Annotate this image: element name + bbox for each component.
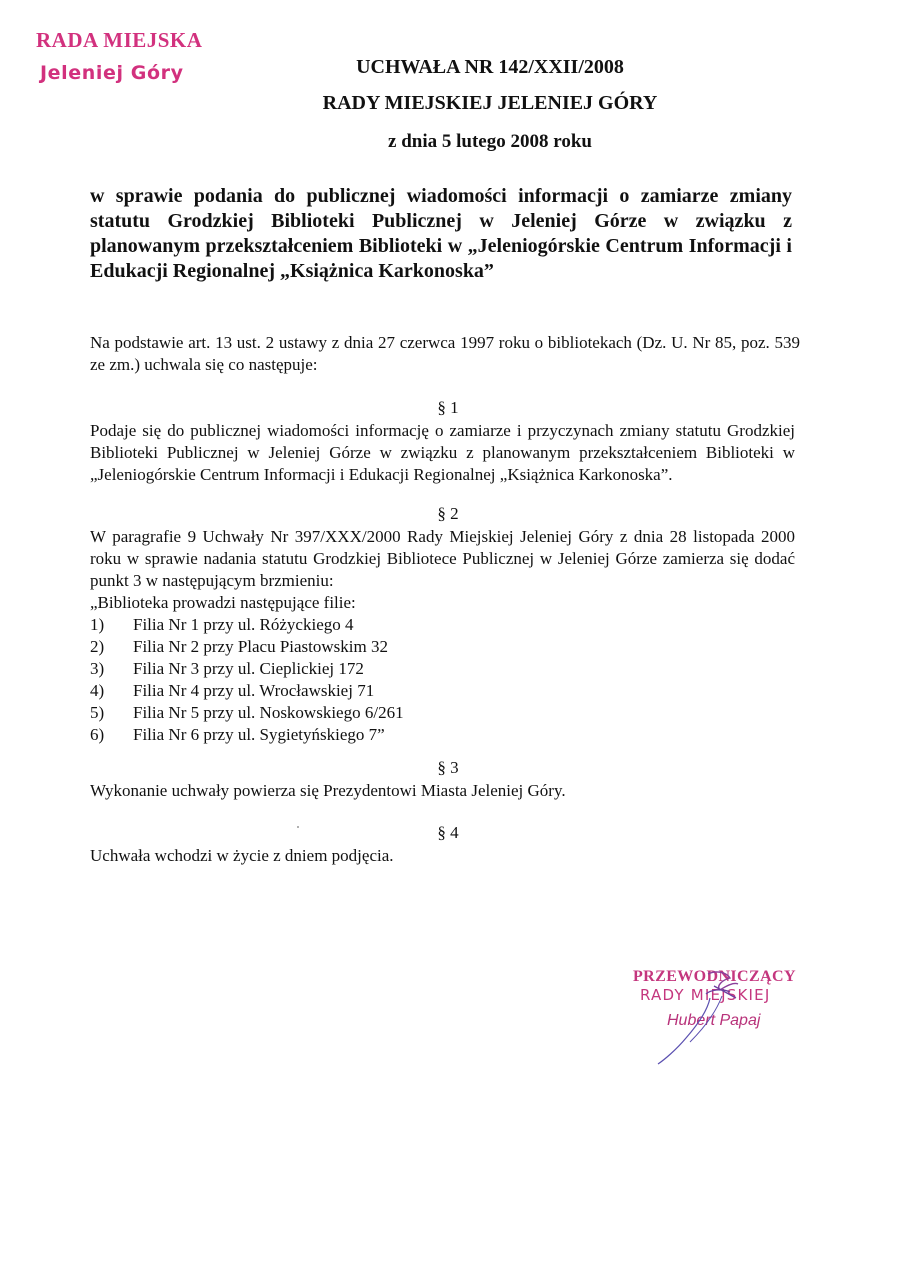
section-2-text: W paragrafie 9 Uchwały Nr 397/XXX/2000 Rady Miejskiej Jeleniej Góry z dnia 28 listopada 2000 roku w sprawie nadania statutu Grodzkiej Bibliotece Publicznej w Jeleniej Górze zamierza się dodać punkt 3 w następującym brzmieniu:	[90, 527, 795, 590]
stamp-council-name: RADA MIEJSKA	[36, 28, 203, 52]
section-4-text: Uchwała wchodzi w życie z dniem podjęcia.	[90, 846, 394, 865]
section-1-text: Podaje się do publicznej wiadomości informację o zamiarze i przyczynach zmiany statutu Grodzkiej Biblioteki Publicznej w Jeleniej Górze w związku z planowanym przekształceniem Biblioteki w „Jeleniogórskie Centrum Informacji i Edukacji Regionalnej „Książnica Karkonoska”.	[90, 421, 795, 484]
preamble: Na podstawie art. 13 ust. 2 ustawy z dnia 27 czerwca 1997 roku o bibliotekach (Dz. U. Nr 85, poz. 539 ze zm.) uchwala się co następuje:	[90, 333, 800, 374]
list-item	[90, 658, 404, 680]
resolution-council: RADY MIEJSKIEJ JELENIEJ GÓRY	[322, 92, 658, 114]
section-3-text: Wykonanie uchwały powierza się Prezydentowi Miasta Jeleniej Góry.	[90, 781, 566, 800]
section-2-sign: § 2	[437, 504, 459, 523]
list-item-text: Filia Nr 5 przy ul. Noskowskiego 6/261	[133, 703, 404, 722]
signature-stamp-title: PRZEWODNICZĄCY	[633, 968, 796, 985]
signature-stamp-council: RADY MIEJSKIEJ	[640, 986, 771, 1004]
section-3-sign: § 3	[437, 758, 459, 777]
list-item-number: 4)	[90, 681, 105, 700]
list-item	[90, 702, 404, 724]
branch-list	[90, 614, 404, 746]
signature-stamp-name: Hubert Papaj	[667, 1012, 761, 1029]
list-item-text: Filia Nr 4 przy ul. Wrocławskiej 71	[133, 681, 375, 700]
section-4-sign: § 4	[437, 823, 459, 842]
list-item	[90, 614, 404, 636]
scan-speck	[297, 826, 299, 828]
list-item-text: Filia Nr 6 przy ul. Sygietyńskiego 7”	[133, 725, 385, 744]
list-item-number: 3)	[90, 659, 105, 678]
list-item-text: Filia Nr 3 przy ul. Cieplickiej 172	[133, 659, 364, 678]
list-item-text: Filia Nr 2 przy Placu Piastowskim 32	[133, 637, 388, 656]
list-item-number: 2)	[90, 637, 105, 656]
list-item-number: 1)	[90, 615, 105, 634]
resolution-subject: w sprawie podania do publicznej wiadomości informacji o zamiarze zmiany statutu Grodzkiej Biblioteki Publicznej w Jeleniej Górze w związku z planowanym przekształceniem Biblioteki w „Jeleniogórskie Centrum Informacji i Edukacji Regionalnej „Książnica Karkonoska”	[90, 185, 792, 282]
list-item-text: Filia Nr 1 przy ul. Różyckiego 4	[133, 615, 354, 634]
resolution-date: z dnia 5 lutego 2008 roku	[388, 131, 592, 152]
list-item-number: 5)	[90, 703, 105, 722]
list-item	[90, 680, 404, 702]
list-item	[90, 724, 404, 746]
list-item-number: 6)	[90, 725, 105, 744]
stamp-city-name: Jeleniej Góry	[40, 62, 184, 84]
section-2-list-intro: „Biblioteka prowadzi następujące filie:	[90, 593, 356, 612]
resolution-number: UCHWAŁA NR 142/XXII/2008	[356, 56, 624, 78]
list-item	[90, 636, 404, 658]
section-1-sign: § 1	[437, 398, 459, 417]
handwritten-signature-icon	[650, 968, 760, 1068]
